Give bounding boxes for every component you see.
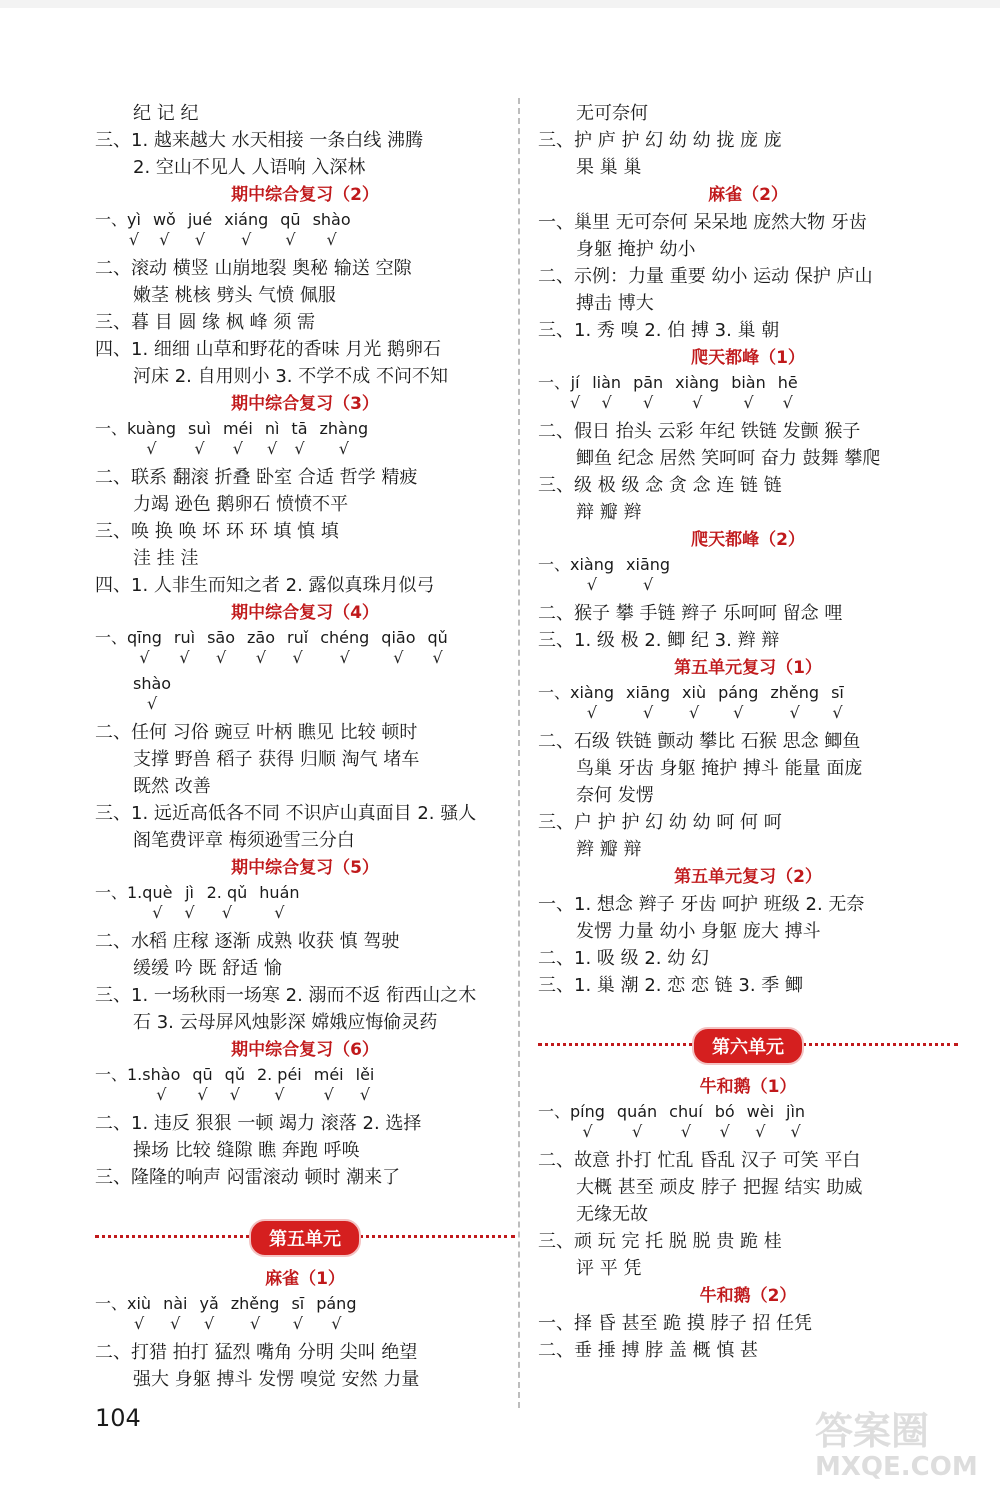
pinyin-item <box>356 1064 375 1104</box>
answer-line: 操场 比较 缝隙 瞧 奔跑 呼唤 <box>133 1140 360 1161</box>
pinyin-text: xiù <box>127 1294 152 1313</box>
check-mark-icon: √ <box>170 1314 181 1333</box>
answer-line: 辫 瓣 辩 <box>576 839 642 860</box>
pinyin-item <box>163 1293 187 1333</box>
pinyin-item <box>259 882 299 922</box>
pinyin-text: 2. qǔ <box>206 883 248 902</box>
answer-line: 三、1. 远近高低各不同 不识庐山真面目 2. 骚人 <box>95 803 477 824</box>
pinyin-answer-row <box>95 673 515 719</box>
pinyin-item <box>770 682 819 722</box>
answer-line: 二、滚动 横竖 山崩地裂 奥秘 输送 空隙 <box>95 258 412 279</box>
pinyin-text: qū <box>280 210 301 229</box>
pinyin-text: qiāo <box>381 628 416 647</box>
pinyin-text: xiù <box>682 683 707 702</box>
section-heading: 爬天都峰（2） <box>691 530 805 550</box>
answer-line: 二、示例：力量 重要 幼小 运动 保护 庐山 <box>538 266 873 287</box>
answer-line: 石 3. 云母屏风烛影深 嫦娥应悔偷灵药 <box>133 1012 438 1033</box>
pinyin-item <box>715 1101 735 1141</box>
pinyin-text: jí <box>570 373 580 392</box>
page-number: 104 <box>95 1404 141 1432</box>
answer-line: 二、打猎 拍打 猛烈 嘴角 分明 尖叫 绝望 <box>95 1342 418 1363</box>
pinyin-item <box>287 627 308 667</box>
pinyin-item <box>223 418 253 458</box>
answer-line: 一、1. 想念 辫子 牙齿 呵护 班级 2. 无奈 <box>538 894 865 915</box>
question-number: 一、 <box>538 1102 571 1121</box>
answer-line: 三、暮 目 圆 缘 枫 峰 须 需 <box>95 312 316 333</box>
answer-line: 三、户 护 护 幻 幼 幼 呵 何 呵 <box>538 812 782 833</box>
answer-line: 搏击 博大 <box>576 293 654 314</box>
check-mark-icon: √ <box>642 575 654 594</box>
check-mark-icon: √ <box>146 694 158 713</box>
pinyin-text: bó <box>714 1102 735 1121</box>
section-heading: 期中综合复习（6） <box>231 1040 379 1060</box>
check-mark-icon: √ <box>832 703 843 722</box>
pinyin-text: tā <box>291 419 308 438</box>
pinyin-answer-row <box>538 1101 958 1147</box>
pinyin-item <box>570 682 614 722</box>
check-mark-icon: √ <box>274 1085 285 1104</box>
check-mark-icon: √ <box>292 1314 303 1333</box>
answer-line: 纪 记 纪 <box>133 103 199 124</box>
pinyin-text: píng <box>570 1102 605 1121</box>
answer-line: 辩 瓣 辫 <box>576 502 642 523</box>
pinyin-text: què <box>142 883 173 902</box>
pinyin-text: nì <box>264 419 280 438</box>
check-mark-icon: √ <box>294 439 305 458</box>
pinyin-text: liàn <box>592 373 622 392</box>
pinyin-answer-row <box>95 209 515 255</box>
pinyin-item <box>747 1101 774 1141</box>
answer-line: 二、1. 违反 狠狠 一顿 竭力 滚落 2. 选择 <box>95 1113 422 1134</box>
check-mark-icon: √ <box>285 230 296 249</box>
answer-line: 二、任何 习俗 豌豆 叶柄 瞧见 比较 顿时 <box>95 722 418 743</box>
pinyin-answer-row <box>95 418 515 464</box>
top-edge <box>0 0 1000 8</box>
question-number: 一、 <box>95 628 128 647</box>
check-mark-icon: √ <box>179 648 190 667</box>
pinyin-item <box>570 372 580 412</box>
pinyin-text: sī <box>291 1294 305 1313</box>
answer-line: 二、假日 抬头 云彩 年纪 铁链 发颤 猴子 <box>538 421 861 442</box>
pinyin-item <box>675 372 719 412</box>
check-mark-icon: √ <box>267 439 278 458</box>
pinyin-item <box>570 554 614 594</box>
pinyin-text: qǔ <box>224 1065 245 1084</box>
pinyin-text: méi <box>313 1065 344 1084</box>
pinyin-text: jué <box>187 210 213 229</box>
pinyin-text: suì <box>188 419 211 438</box>
check-mark-icon: √ <box>790 1122 801 1141</box>
check-mark-icon: √ <box>152 903 163 922</box>
pinyin-text: wǒ <box>152 210 176 229</box>
pinyin-item <box>199 1293 218 1333</box>
pinyin-item <box>592 372 621 412</box>
check-mark-icon: √ <box>133 1314 145 1333</box>
pinyin-item <box>207 882 248 922</box>
answer-line: 发愣 力量 幼小 身躯 庞大 搏斗 <box>576 921 821 942</box>
pinyin-item <box>731 372 766 412</box>
pinyin-item <box>247 627 275 667</box>
pinyin-text: ruì <box>173 628 196 647</box>
pinyin-item <box>786 1101 805 1141</box>
answer-line: 二、故意 扑打 忙乱 昏乱 汉子 可笑 平白 <box>538 1150 861 1171</box>
check-mark-icon: √ <box>359 1085 371 1104</box>
pinyin-item <box>127 209 141 249</box>
pinyin-text: shào <box>312 210 351 229</box>
pinyin-answer-row <box>538 682 958 728</box>
check-mark-icon: √ <box>128 230 140 249</box>
check-mark-icon: √ <box>680 1122 692 1141</box>
question-number: 一、 <box>95 1294 128 1313</box>
answer-line: 缓缓 吟 既 舒适 愉 <box>133 958 282 979</box>
answer-line: 鸟巢 牙齿 身躯 掩护 搏斗 能量 面庞 <box>576 758 863 779</box>
check-mark-icon: √ <box>782 393 793 412</box>
answer-line: 二、水稻 庄稼 逐渐 成熟 收获 慎 驾驶 <box>95 931 400 952</box>
answer-line: 河床 2. 自用则小 3. 不学不成 不问不知 <box>133 366 448 387</box>
answer-line: 三、隆隆的响声 闷雷滚动 顿时 潮来了 <box>95 1167 401 1188</box>
answer-line: 三、1. 级 极 2. 鲫 纪 3. 辫 辩 <box>538 630 780 651</box>
pinyin-item <box>127 627 162 667</box>
check-mark-icon: √ <box>688 703 700 722</box>
pinyin-item <box>142 1064 180 1104</box>
watermark-url: MXQE.COM <box>815 1452 978 1482</box>
check-mark-icon: √ <box>582 1122 593 1141</box>
pinyin-text: méi <box>222 419 253 438</box>
pinyin-answer-row <box>95 1293 515 1339</box>
pinyin-item <box>291 418 307 458</box>
pinyin-item <box>257 1064 302 1104</box>
check-mark-icon: √ <box>274 903 285 922</box>
check-mark-icon: √ <box>146 439 157 458</box>
pinyin-item <box>427 627 447 667</box>
watermark-logo: 答案圈 <box>815 1409 930 1453</box>
pinyin-text: nài <box>163 1294 188 1313</box>
answer-line: 四、1. 细细 山草和野花的香味 月光 鹅卵石 <box>95 339 442 360</box>
pinyin-text: páng <box>316 1294 357 1313</box>
pinyin-text: yì <box>127 210 141 229</box>
pinyin-item <box>320 418 369 458</box>
check-mark-icon: √ <box>184 903 195 922</box>
check-mark-icon: √ <box>719 1122 730 1141</box>
answer-line: 三、1. 秀 嗅 2. 伯 搏 3. 巢 朝 <box>538 320 780 341</box>
pinyin-item <box>314 1064 344 1104</box>
section-heading: 牛和鹅（1） <box>699 1077 797 1097</box>
pinyin-text: qū <box>192 1065 213 1084</box>
pinyin-text: quán <box>616 1102 658 1121</box>
pinyin-item <box>831 682 844 722</box>
answer-line: 三、1. 巢 潮 2. 恋 恋 链 3. 季 鲫 <box>538 975 804 996</box>
pinyin-item <box>718 682 758 722</box>
answer-line: 无可奈何 <box>576 103 648 124</box>
section-heading: 麻雀（1） <box>265 1269 345 1289</box>
answer-line: 二、垂 捶 搏 脖 盖 概 慎 甚 <box>538 1340 759 1361</box>
check-mark-icon: √ <box>733 703 744 722</box>
section-heading: 麻雀（2） <box>708 185 788 205</box>
answer-line: 三、级 极 级 念 贪 念 连 链 链 <box>538 475 782 496</box>
answer-line: 三、顽 玩 完 托 脱 脱 贵 跪 桂 <box>538 1231 782 1252</box>
answer-line: 强大 身躯 搏斗 发愣 嗅觉 安然 力量 <box>133 1369 420 1390</box>
left-column <box>95 100 515 1393</box>
section-heading: 爬天都峰（1） <box>691 348 805 368</box>
check-mark-icon: √ <box>229 1085 240 1104</box>
pinyin-text: pān <box>633 373 664 392</box>
pinyin-text: jìn <box>786 1102 806 1121</box>
pinyin-item <box>127 1293 151 1333</box>
pinyin-text: shào <box>142 1065 181 1084</box>
check-mark-icon: √ <box>139 648 150 667</box>
check-mark-icon: √ <box>692 393 703 412</box>
pinyin-text: xiáng <box>224 210 269 229</box>
pinyin-text: hē <box>777 373 798 392</box>
check-mark-icon: √ <box>159 230 170 249</box>
check-mark-icon: √ <box>194 230 206 249</box>
pinyin-item <box>316 1293 356 1333</box>
pinyin-answer-row <box>95 882 515 928</box>
pinyin-item <box>174 627 195 667</box>
pinyin-item <box>313 209 351 249</box>
check-mark-icon: √ <box>323 1085 334 1104</box>
question-number: 一、1. <box>95 1065 143 1084</box>
answer-line: 一、择 昏 甚至 跪 摸 脖子 招 任凭 <box>538 1313 813 1334</box>
pinyin-text: xiàng <box>675 373 720 392</box>
pinyin-answer-row <box>538 554 958 600</box>
pinyin-item <box>225 1064 245 1104</box>
check-mark-icon: √ <box>241 230 252 249</box>
pinyin-text: qīng <box>127 628 162 647</box>
pinyin-text: páng <box>718 683 759 702</box>
answer-line: 二、联系 翻滚 折叠 卧室 合适 哲学 精疲 <box>95 467 418 488</box>
check-mark-icon: √ <box>255 648 267 667</box>
answer-line: 评 平 凭 <box>576 1258 642 1279</box>
pinyin-item <box>133 673 171 713</box>
pinyin-item <box>142 882 172 922</box>
pinyin-answer-row <box>95 627 515 673</box>
pinyin-text: zhěng <box>230 1294 280 1313</box>
pinyin-item <box>188 418 211 458</box>
pinyin-text: lěi <box>355 1065 375 1084</box>
pinyin-item <box>617 1101 657 1141</box>
pinyin-text: zāo <box>247 628 276 647</box>
pinyin-answer-row <box>538 372 958 418</box>
answer-line: 二、1. 吸 级 2. 幼 幻 <box>538 948 709 969</box>
section-heading: 第五单元复习（1） <box>674 658 822 678</box>
answer-line: 力竭 逊色 鹅卵石 愤愤不平 <box>133 494 349 515</box>
check-mark-icon: √ <box>642 703 654 722</box>
answer-line: 身躯 掩护 幼小 <box>576 239 696 260</box>
pinyin-text: yǎ <box>199 1294 219 1313</box>
check-mark-icon: √ <box>232 439 243 458</box>
pinyin-text: xiāng <box>626 555 671 574</box>
answer-line: 大概 甚至 顽皮 脖子 把握 结实 助威 <box>576 1177 863 1198</box>
check-mark-icon: √ <box>586 703 598 722</box>
pinyin-item <box>231 1293 280 1333</box>
pinyin-text: xiāng <box>626 683 671 702</box>
section-heading: 期中综合复习（2） <box>231 185 379 205</box>
unit-title: 第五单元 <box>249 1219 361 1257</box>
pinyin-text: qǔ <box>427 628 448 647</box>
pinyin-text: biàn <box>731 373 766 392</box>
check-mark-icon: √ <box>432 648 443 667</box>
answer-line: 洼 挂 洼 <box>133 548 199 569</box>
pinyin-text: sāo <box>207 628 236 647</box>
pinyin-text: chéng <box>320 628 370 647</box>
section-heading: 期中综合复习（5） <box>231 858 379 878</box>
pinyin-text: zhěng <box>770 683 820 702</box>
answer-line: 果 巢 巢 <box>576 157 642 178</box>
pinyin-text: 2. péi <box>256 1065 302 1084</box>
pinyin-item <box>127 418 176 458</box>
check-mark-icon: √ <box>570 393 581 412</box>
check-mark-icon: √ <box>631 1122 643 1141</box>
pinyin-item <box>778 372 798 412</box>
pinyin-text: jì <box>185 883 194 902</box>
pinyin-item <box>153 209 176 249</box>
pinyin-text: ruǐ <box>287 628 309 647</box>
check-mark-icon: √ <box>292 648 303 667</box>
pinyin-item <box>188 209 212 249</box>
section-heading: 第五单元复习（2） <box>674 867 822 887</box>
pinyin-text: wèi <box>746 1102 775 1121</box>
pinyin-item <box>207 627 235 667</box>
unit-title: 第六单元 <box>692 1027 804 1065</box>
question-number: 一、 <box>538 555 571 574</box>
answer-line: 2. 空山不见人 人语响 入深林 <box>133 157 366 178</box>
check-mark-icon: √ <box>743 393 754 412</box>
question-number: 一、1. <box>95 883 143 902</box>
pinyin-item <box>682 682 706 722</box>
pinyin-item <box>224 209 268 249</box>
check-mark-icon: √ <box>197 1085 208 1104</box>
answer-line: 支撑 野兽 稻子 获得 归顺 淘气 堵车 <box>133 749 420 770</box>
answer-line: 鲫鱼 纪念 居然 笑呵呵 奋力 鼓舞 攀爬 <box>576 448 881 469</box>
question-number: 一、 <box>538 373 571 392</box>
answer-line: 三、1. 一场秋雨一场寒 2. 溺而不返 衔西山之木 <box>95 985 477 1006</box>
right-column <box>538 100 958 1364</box>
check-mark-icon: √ <box>755 1122 766 1141</box>
pinyin-item <box>669 1101 703 1141</box>
check-mark-icon: √ <box>789 703 800 722</box>
answer-line: 一、巢里 无可奈何 呆呆地 庞然大物 牙齿 <box>538 212 867 233</box>
pinyin-text: sī <box>831 683 844 702</box>
question-number: 一、 <box>95 210 128 229</box>
answer-line: 三、护 庐 护 幻 幼 幼 拢 庞 庞 <box>538 130 782 151</box>
answer-line: 二、猴子 攀 手链 辫子 乐呵呵 留念 哩 <box>538 603 843 624</box>
check-mark-icon: √ <box>601 393 612 412</box>
pinyin-item <box>570 1101 605 1141</box>
check-mark-icon: √ <box>221 903 233 922</box>
pinyin-answer-row <box>95 1064 515 1110</box>
pinyin-text: chuí <box>669 1102 703 1121</box>
check-mark-icon: √ <box>339 648 350 667</box>
pinyin-item <box>381 627 415 667</box>
answer-line: 三、唤 换 唤 坏 环 环 填 慎 填 <box>95 521 339 542</box>
section-heading: 牛和鹅（2） <box>699 1286 797 1306</box>
check-mark-icon: √ <box>204 1314 215 1333</box>
check-mark-icon: √ <box>393 648 404 667</box>
unit-banner <box>538 1021 958 1067</box>
check-mark-icon: √ <box>586 575 598 594</box>
pinyin-text: zhàng <box>319 419 369 438</box>
spacer <box>538 999 958 1015</box>
pinyin-item <box>184 882 194 922</box>
check-mark-icon: √ <box>249 1314 261 1333</box>
answer-line: 二、石级 铁链 颤动 攀比 石猴 思念 鲫鱼 <box>538 731 861 752</box>
spacer <box>95 1191 515 1207</box>
check-mark-icon: √ <box>156 1085 167 1104</box>
pinyin-text: shào <box>133 674 172 693</box>
pinyin-item <box>192 1064 212 1104</box>
pinyin-text: xiàng <box>570 555 615 574</box>
check-mark-icon: √ <box>215 648 227 667</box>
answer-line: 无缘无故 <box>576 1204 648 1225</box>
answer-line: 嫩茎 桃核 劈头 气愤 佩服 <box>133 285 336 306</box>
section-heading: 期中综合复习（4） <box>231 603 379 623</box>
pinyin-item <box>265 418 280 458</box>
answer-line: 奈何 发愣 <box>576 785 654 806</box>
section-heading: 期中综合复习（3） <box>231 394 379 414</box>
pinyin-text: huán <box>259 883 300 902</box>
pinyin-item <box>626 682 670 722</box>
pinyin-item <box>626 554 670 594</box>
pinyin-text: kuàng <box>127 419 177 438</box>
pinyin-item <box>291 1293 304 1333</box>
answer-line: 既然 改善 <box>133 776 211 797</box>
question-number: 一、 <box>538 683 571 702</box>
check-mark-icon: √ <box>643 393 654 412</box>
answer-line: 阁笔费评章 梅须逊雪三分白 <box>133 830 355 851</box>
check-mark-icon: √ <box>331 1314 342 1333</box>
column-divider <box>518 98 520 1408</box>
answer-line: 三、1. 越来越大 水天相接 一条白线 沸腾 <box>95 130 424 151</box>
check-mark-icon: √ <box>194 439 205 458</box>
question-number: 一、 <box>95 419 128 438</box>
answer-line: 四、1. 人非生而知之者 2. 露似真珠月似弓 <box>95 575 435 596</box>
pinyin-item <box>280 209 300 249</box>
pinyin-text: xiàng <box>570 683 615 702</box>
unit-banner <box>95 1213 515 1259</box>
check-mark-icon: √ <box>338 439 349 458</box>
check-mark-icon: √ <box>326 230 337 249</box>
pinyin-item <box>633 372 663 412</box>
pinyin-item <box>320 627 369 667</box>
